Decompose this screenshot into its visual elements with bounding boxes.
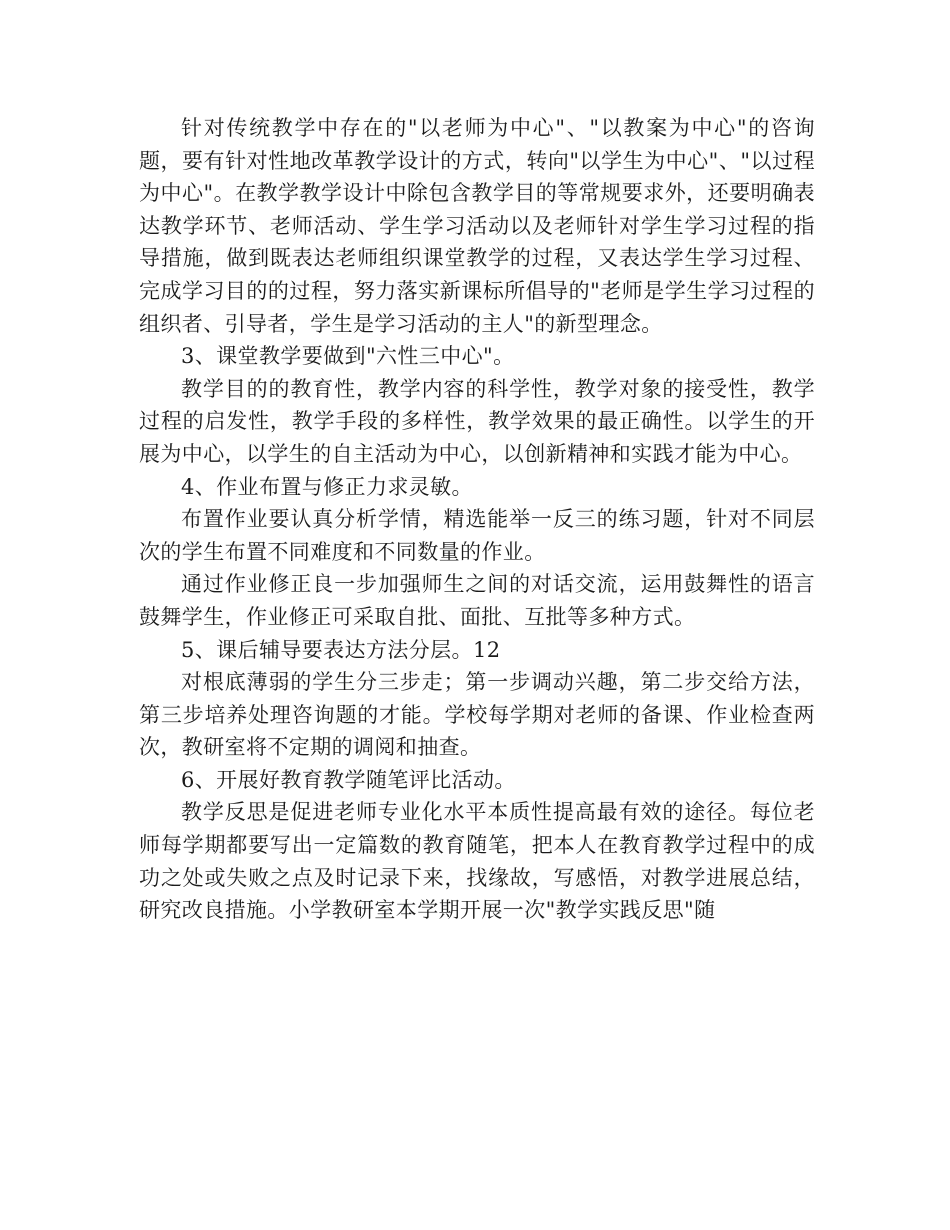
paragraph-teaching-design: 针对传统教学中存在的"以老师为中心"、"以教案为中心"的咨询题，要有针对性地改革教学设计的方式，转向"以学生为中心"、"以过程为中心"。在教学教学设计中除包含教学目的等常规要求外，还要明确表达教学环节、老师活动、学生学习活动以及老师针对学生学习过程的指导措施，做到既表达老师组织课堂教学的过程，又表达学生学习过程、完成学习目的的过程，努力落实新课标所倡导的"老师是学生学习过程的组织者、引导者，学生是学习活动的主人"的新型理念。 [139,116,815,336]
paragraph-six-three-body: 教学目的的教育性，教学内容的科学性，教学对象的接受性，教学过程的启发性，教学手段的多样性，教学效果的最正确性。以学生的开展为中心，以学生的自主活动为中心，以创新精神和实践才能为中心。 [139,376,815,466]
document-body [139,112,815,927]
heading-essay-contest: 6、开展好教育教学随笔评比活动。 [181,767,516,792]
heading-tutoring: 5、课后辅导要表达方法分层。12 [181,637,501,662]
heading-homework: 4、作业布置与修正力求灵敏。 [181,474,473,499]
paragraph-homework-correct: 通过作业修正良一步加强师生之间的对话交流，运用鼓舞性的语言鼓舞学生，作业修正可采取自批、面批、互批等多种方式。 [139,572,815,629]
paragraph-reflection: 教学反思是促进老师专业化水平本质性提高最有效的途径。每位老师每学期都要写出一定篇数的教育随笔，把本人在教育教学过程中的成功之处或失败之点及时记录下来，找缘故，写感悟，对教学进展总结，研究改良措施。小学教研室本学期开展一次"教学实践反思"随 [139,800,815,923]
paragraph-tutoring-body: 对根底薄弱的学生分三步走；第一步调动兴趣，第二步交给方法，第三步培养处理咨询题的才能。学校每学期对老师的备课、作业检查两次，教研室将不定期的调阅和抽查。 [139,670,815,760]
paragraph-homework-assign: 布置作业要认真分析学情，精选能举一反三的练习题，针对不同层次的学生布置不同难度和不同数量的作业。 [139,507,815,564]
heading-six-three: 3、课堂教学要做到"六性三中心"。 [181,344,515,369]
